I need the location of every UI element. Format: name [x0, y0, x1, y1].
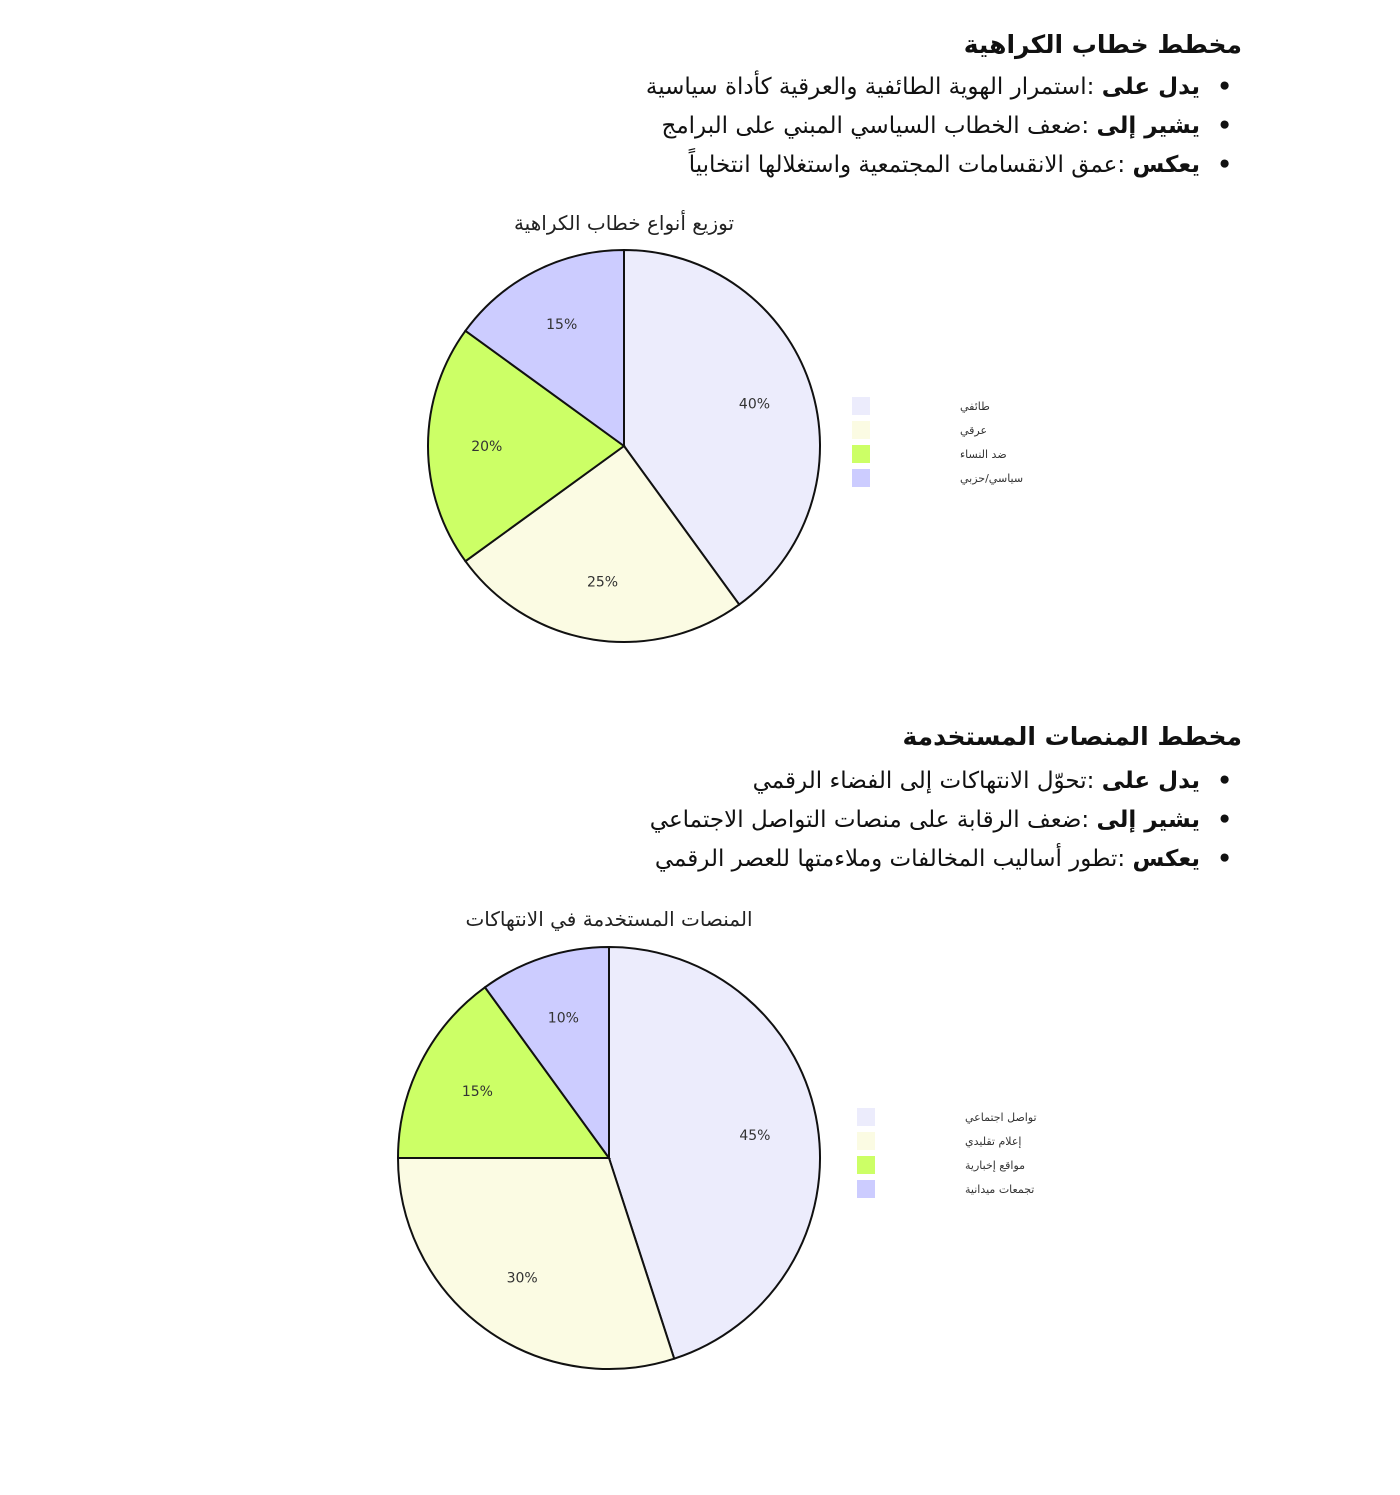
pie-chart-hate-speech — [365, 196, 1025, 706]
legend-swatch — [852, 397, 870, 415]
bullet-text: :ضعف الرقابة على منصات التواصل الاجتماعي — [649, 807, 1097, 833]
slice-label: 15% — [461, 1083, 493, 1100]
slice-label: 10% — [547, 1010, 579, 1027]
chart-title: المنصات المستخدمة في الانتهاكات — [465, 907, 753, 931]
bullet-lead: يعكس — [1132, 846, 1200, 872]
legend-label: مواقع إخبارية — [965, 1159, 1026, 1172]
slice-label: 20% — [471, 439, 503, 455]
slice-label: 45% — [739, 1127, 771, 1144]
bullet-text: :تحوّل الانتهاكات إلى الفضاء الرقمي — [752, 768, 1102, 794]
bullet-lead: يعكس — [1132, 152, 1200, 178]
legend-swatch — [857, 1180, 875, 1198]
legend-swatch — [852, 445, 870, 463]
legend-label: سياسي/حزبي — [960, 472, 1024, 485]
slice-label: 15% — [546, 316, 578, 333]
bullet-item — [646, 68, 1200, 107]
legend-swatch — [852, 469, 870, 487]
bullet-text: :عمق الانقسامات المجتمعية واستغلالها انتخابياً — [688, 152, 1133, 178]
legend-swatch — [857, 1108, 875, 1126]
bullet-item — [646, 146, 1200, 185]
slice-label: 40% — [738, 396, 771, 413]
slice-label: 30% — [506, 1270, 538, 1287]
section-heading-platforms: مخطط المنصات المستخدمة — [902, 722, 1242, 751]
bullet-text: :ضعف الخطاب السياسي المبني على البرامج — [661, 113, 1097, 139]
bullet-item — [650, 840, 1200, 879]
bullet-lead: يشير إلى — [1096, 807, 1200, 833]
bullet-text: :استمرار الهوية الطائفية والعرقية كأداة سياسية — [645, 74, 1102, 100]
bullet-list-hate-speech — [646, 68, 1200, 185]
bullet-item — [650, 801, 1200, 840]
legend-label: إعلام تقليدي — [965, 1135, 1022, 1148]
pie-chart-platforms — [380, 896, 1037, 1386]
legend-label: طائفي — [960, 400, 990, 413]
chart-hate-speech-container — [365, 196, 1025, 706]
bullet-lead: يدل على — [1101, 74, 1200, 100]
bullet-item — [646, 107, 1200, 146]
bullet-list-platforms — [650, 762, 1200, 879]
legend-label: عرقي — [960, 424, 988, 437]
chart-title: توزيع أنواع خطاب الكراهية — [513, 211, 735, 235]
legend-swatch — [857, 1156, 875, 1174]
section-heading-hate-speech: مخطط خطاب الكراهية — [963, 30, 1242, 59]
bullet-text: :تطور أساليب المخالفات وملاءمتها للعصر الرقمي — [654, 846, 1133, 872]
legend-label: ضد النساء — [960, 448, 1007, 461]
legend-label: تواصل اجتماعي — [965, 1111, 1037, 1124]
bullet-lead: يدل على — [1101, 768, 1200, 794]
legend-swatch — [857, 1132, 875, 1150]
slice-label: 25% — [586, 574, 619, 591]
bullet-item — [650, 762, 1200, 801]
bullet-lead: يشير إلى — [1096, 113, 1200, 139]
chart-platforms-container — [380, 896, 1037, 1386]
legend-label: تجمعات ميدانية — [965, 1183, 1035, 1196]
legend-swatch — [852, 421, 870, 439]
